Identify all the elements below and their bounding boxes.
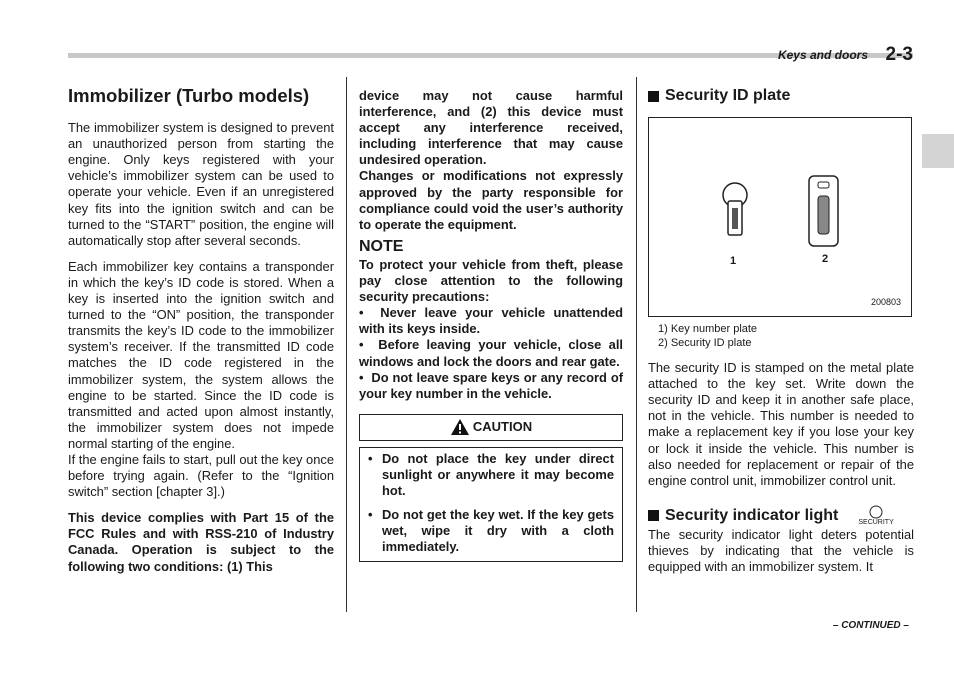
security-light-icon: SECURITY — [858, 505, 893, 527]
caution-box — [359, 447, 623, 563]
column-divider — [636, 77, 637, 612]
caution-item: • Do not place the key under direct sunlight or anywhere it may become hot. — [368, 450, 614, 498]
bullet: • — [368, 450, 373, 466]
square-bullet-icon — [648, 510, 659, 521]
note-item: • Before leaving your vehicle, close all windows and lock the doors and rear gate. — [359, 337, 623, 369]
page-title: Immobilizer (Turbo models) — [68, 85, 310, 106]
bullet: • — [368, 507, 373, 523]
figure-label-2: 2 — [822, 253, 829, 266]
caution-item: • Do not get the key wet. If the key gets wet, wipe it dry with a cloth immediately. — [368, 507, 614, 555]
bullet: • — [359, 369, 372, 385]
paragraph: The immobilizer system is designed to prevent an unauthorized person from starting the engine. Only keys registered with your vehicle’s immobilizer system can be used to operate your vehicle. Even if an unregistered key fits into the ignition switch and can be turned to the “START” position, the engine will automatically stop after several seconds. — [68, 120, 334, 248]
caution-label: CAUTION — [472, 419, 533, 435]
column-left — [68, 85, 334, 575]
figure-code: 200803 — [870, 297, 901, 307]
fcc-statement: Changes or modifications not expressly approved by the party responsible for compliance could void the user’s authority to operate the equipment. — [359, 168, 623, 232]
key-illustration — [649, 118, 911, 316]
section-label: Keys and doors — [777, 48, 868, 62]
caution-header — [359, 414, 623, 441]
section-heading: Security ID plate — [648, 88, 914, 104]
chapter-tab — [922, 134, 954, 168]
column-divider — [346, 77, 347, 612]
warning-icon — [450, 418, 470, 436]
square-bullet-icon — [648, 91, 659, 102]
bullet: • — [359, 337, 379, 353]
fcc-statement: device may not cause harmful interference, and (2) this device must accept any interference received, including interference that may cause undesired operation. — [359, 88, 623, 168]
figure-captions — [658, 322, 914, 350]
column-right — [648, 88, 914, 575]
continued-label: – CONTINUED – — [832, 620, 909, 631]
section-heading: Security indicator light SECURITY — [648, 505, 914, 527]
note-intro: To protect your vehicle from theft, please pay close attention to the following security precautions: — [359, 256, 623, 305]
bullet: • — [359, 305, 381, 321]
page-number: 2-3 — [885, 44, 913, 65]
fcc-statement: This device complies with Part 15 of the FCC Rules and with RSS-210 of Industry Canada. Operation is subject to the following two conditions: (1) This — [68, 510, 334, 574]
caption: 2) Security ID plate — [658, 337, 752, 350]
note-item: • Do not leave spare keys or any record of your key number in the vehicle. — [359, 369, 623, 401]
caption: 1) Key number plate — [658, 323, 758, 336]
paragraph: The security ID is stamped on the metal plate attached to the key set. Write down the security ID and keep it in another safe place, not in the vehicle. This number is needed to make a replacement key if you lose your key or lock it inside the vehicle. This number is also needed for replacement or repair of the engine control unit, immobilizer control unit. — [648, 360, 914, 488]
figure-label-1: 1 — [730, 255, 737, 268]
paragraph: Each immobilizer key contains a transponder in which the key’s ID code is stored. When a key is inserted into the ignition switch and turned to the “ON” position, the transponder transmits the key’s ID code to the immobilizer system’s receiver. If the transmitted ID code matches the ID code registered in the immobilizer system, the system allows the engine to be started. Since the ID code is transmitted and acted upon almost instantly, the immobilizer system does not impede normal starting of the engine. — [68, 258, 334, 451]
paragraph: If the engine fails to start, pull out the key once before trying again. (Refer to the “Ignition switch” section [chapter 3].) — [68, 451, 334, 500]
note-item: • Never leave your vehicle unattended with its keys inside. — [359, 305, 623, 337]
column-middle — [359, 88, 623, 562]
note-heading: NOTE — [359, 237, 404, 255]
key-figure — [648, 117, 912, 317]
paragraph: The security indicator light deters potential thieves by indicating that the vehicle is equipped with an immobilizer system. It — [648, 526, 914, 575]
